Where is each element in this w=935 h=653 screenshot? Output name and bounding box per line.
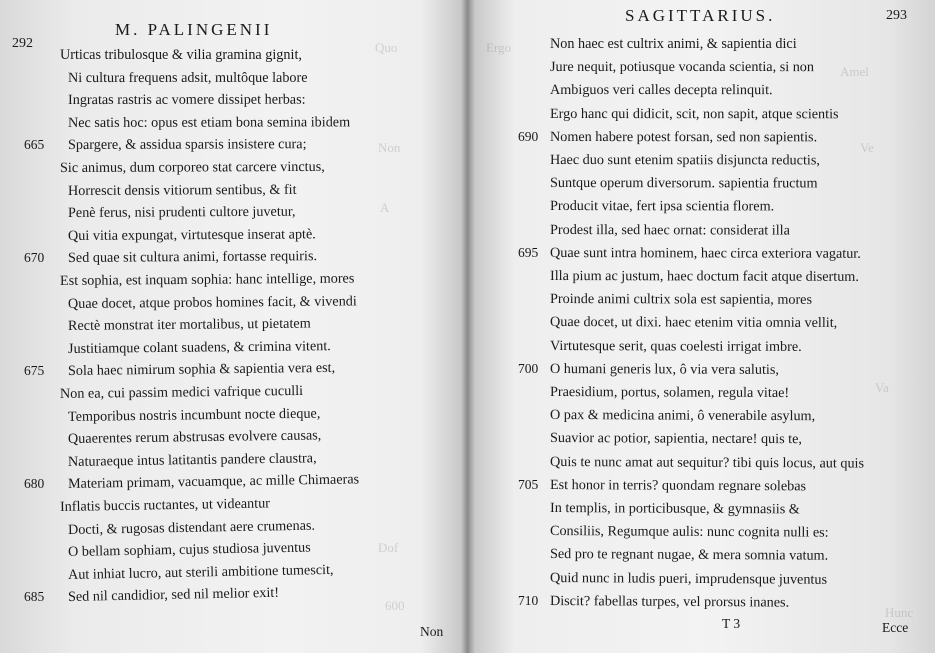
verse-line: Penè ferus, nisi prudenti cultore juvetur, bbox=[67, 203, 296, 222]
verse-line: Quae docet, atque probos homines facit, & vivendi bbox=[67, 292, 357, 312]
line-number: 680 bbox=[24, 476, 45, 492]
verse-line: Virtutesque serit, quas coelesti irrigat imbre. bbox=[549, 337, 802, 355]
verse-line: Non ea, cui passim medici vafrique cuculli bbox=[59, 382, 304, 402]
verse-line: Nomen habere potest forsan, sed non sapientis. bbox=[549, 128, 818, 146]
verse-line: Producit vitae, fert ipsa scientia florem. bbox=[549, 198, 775, 215]
verse-line: Naturaeque intus latitantis pandere claustra, bbox=[67, 450, 317, 470]
verse-line: Urticas tribulosque & vilia gramina gignit, bbox=[60, 47, 302, 63]
line-number: 705 bbox=[518, 476, 539, 492]
verse-line: Docti, & rugosas distendant aere crumenas. bbox=[67, 517, 316, 538]
verse-line: Sola haec nimirum sophia & sapientia vera est, bbox=[67, 360, 336, 380]
running-head: SAGITTARIUS. bbox=[625, 6, 776, 25]
verse-line: Proinde animi cultrix sola est sapientia, mores bbox=[549, 291, 813, 308]
verse-line: O pax & medicina animi, ô venerabile asylum, bbox=[549, 407, 816, 425]
line-number: 670 bbox=[24, 250, 45, 266]
verse-line: Non haec est cultrix animi, & sapientia dici bbox=[550, 36, 797, 52]
verse-line: Quaerentes rerum abstrusas evolvere causas, bbox=[67, 427, 322, 448]
verse-line: Aut inhiat lucro, aut sterili ambitione tumescit, bbox=[67, 561, 334, 583]
verse-line: Spargere, & assidua sparsis insistere cura; bbox=[67, 136, 307, 154]
signature-mark: T 3 bbox=[722, 616, 741, 631]
verse-line: Est sophia, est inquam sophia: hanc intellige, mores bbox=[59, 270, 355, 289]
line-number: 665 bbox=[24, 137, 45, 153]
verse-line: Rectè monstrat iter mortalibus, ut pietatem bbox=[67, 315, 311, 335]
verse-line: O humani generis lux, ô via vera salutis, bbox=[549, 360, 779, 378]
verse-line: Consiliis, Regumque aulis: nunc cognita nulli es: bbox=[549, 523, 829, 541]
verse-line: Est honor in terris? quondam regnare solebas bbox=[549, 476, 807, 495]
line-number: 675 bbox=[24, 363, 45, 379]
verse-line: Praesidium, portus, solamen, regula vitae! bbox=[549, 384, 790, 402]
open-book-spread: Quo Non A Dof 600 Ergo Amel Ve Va Hunc 292 M. PALINGENII Urticas tribulosque & vilia gramina gignit, Ni cultura frequens adsit, multôque labore Ingratas rastris ac vomere dissipet herbas: Nec satis hoc: opus est etiam bona semina ibidem Spargere, & assidua sparsis insistere cura; 665 Sic animus, dum corporeo stat carcere vinctus, Horrescit densis vitiorum sentibus, & fit Penè ferus, nisi prudenti cultore juvetur, Qui vitia expungat, virtutesque inserat aptè. Sed quae sit cultura animi, fortasse requiris. 670 Est sophia, est inquam sophia: hanc intellige, mores Quae docet, atque probos homines facit, & vivendi Rectè monstrat iter mortalibus, ut pietatem Justitiamque colant suadens, & crimina vitent. Sola haec nimirum sophia & sapientia vera est, 675 Non ea, cui passim medici vafrique cuculli Temporibus nostris incumbunt nocte dieque, Quaerentes rerum abstrusas evolvere causas, Naturaeque intus latitantis pandere claustra, Materiam primam, vacuamque, ac mille Chimaeras 680 Inflatis buccis ructantes, ut videantur Docti, & rugosas distendant aere crumenas. O bellam sophiam, cujus studiosa juventus Aut inhiat lucro, aut sterili ambitione tumescit, Sed nil candidior, sed nil melior exit! 685 Non SAGITTARIUS. 293 Non haec est cultrix animi, & sapientia dici Jure nequit, potiusque vocanda scientia, si non Ambiguos veri calles decepta relinquit. Ergo hanc qui didicit, scit, non sapit, atque scientis Nomen habere potest forsan, sed non sapientis. 690 Haec duo sunt etenim spatiis disjuncta reductis, Suntque operum diversorum. sapientia fructum Producit vitae, fert ipsa scientia florem. Prodest illa, sed haec ornat: considerat illa Quae sunt intra hominem, haec circa exteriora vagatur. 695 Illa pium ac justum, haec doctum facit atque disertum. Proinde animi cultrix sola est sapientia, mores Quae docet, ut dixi. haec etenim vitia omnia vellit, Virtutesque serit, quas coelesti irrigat imbre. O humani generis lux, ô via vera salutis, 700 Praesidium, portus, solamen, regula vitae! O pax & medicina animi, ô venerabile asylum, Suavior ac potior, sapientia, nectare! quis te, Quis te nunc amat aut sequitur? tibi quis locus, aut quis Est honor in terris? quondam regnare solebas 705 In templis, in porticibusque, & gymnasiis & Consiliis, Regumque aulis: nunc cognita nulli es: Sed pro te regnant nugae, & mera somnia vatum. Quid nunc in ludis pueri, imprudensque juventus Discit? fabellas turpes, vel prorsus inanes. 710 T 3 Ecce bbox=[0, 0, 935, 653]
left-page bbox=[0, 0, 462, 653]
catchword: Non bbox=[420, 624, 444, 639]
line-number: 700 bbox=[518, 360, 539, 376]
verse-line: Suavior ac potior, sapientia, nectare! quis te, bbox=[549, 430, 803, 448]
verse-line: Ambiguos veri calles decepta relinquit. bbox=[549, 82, 773, 99]
catchword: Ecce bbox=[882, 620, 909, 635]
verse-line: Suntque operum diversorum. sapientia fructum bbox=[549, 175, 818, 192]
verse-line: Nec satis hoc: opus est etiam bona semina ibidem bbox=[67, 114, 351, 131]
line-number: 695 bbox=[518, 244, 539, 260]
verse-line: Ni cultura frequens adsit, multôque labore bbox=[67, 69, 308, 86]
verse-line: Discit? fabellas turpes, vel prorsus inanes. bbox=[549, 592, 790, 611]
verse-line: Qui vitia expungat, virtutesque inserat aptè. bbox=[67, 226, 316, 244]
verse-line: Temporibus nostris incumbunt nocte dieque, bbox=[67, 405, 321, 425]
verse-line: Quid nunc in ludis pueri, imprudensque juventus bbox=[549, 569, 828, 588]
verse-line: Justitiamque colant suadens, & crimina vitent. bbox=[67, 337, 331, 357]
verse-line: Inflatis buccis ructantes, ut videantur bbox=[59, 495, 271, 515]
verse-line: Sed quae sit cultura animi, fortasse requiris. bbox=[67, 248, 318, 267]
verse-line: Prodest illa, sed haec ornat: considerat illa bbox=[549, 221, 790, 239]
verse-line: Sed pro te regnant nugae, & mera somnia vatum. bbox=[549, 546, 829, 565]
verse-line: Quae docet, ut dixi. haec etenim vitia omnia vellit, bbox=[549, 314, 838, 332]
line-number: 710 bbox=[518, 592, 539, 608]
verse-line: Sic animus, dum corporeo stat carcere vinctus, bbox=[59, 158, 325, 176]
line-number: 690 bbox=[518, 128, 539, 144]
verse-line: Horrescit densis vitiorum sentibus, & fit bbox=[67, 181, 297, 199]
verse-line: O bellam sophiam, cujus studiosa juventus bbox=[67, 539, 311, 561]
verse-line: Quis te nunc amat aut sequitur? tibi quis locus, aut quis bbox=[549, 453, 865, 472]
verse-line: Illa pium ac justum, haec doctum facit atque disertum. bbox=[549, 268, 859, 285]
verse-line: Materiam primam, vacuamque, ac mille Chimaeras bbox=[67, 471, 360, 493]
verse-line: In templis, in porticibusque, & gymnasiis & bbox=[549, 500, 800, 518]
line-number: 685 bbox=[24, 589, 45, 605]
page-number: 292 bbox=[12, 36, 33, 51]
verse-line: Sed nil candidior, sed nil melior exit! bbox=[67, 585, 280, 606]
verse-line: Jure nequit, potiusque vocanda scientia, si non bbox=[549, 59, 815, 76]
right-page bbox=[470, 0, 935, 653]
verse-line: Ingratas rastris ac vomere dissipet herbas: bbox=[67, 91, 306, 109]
page-number: 293 bbox=[886, 8, 907, 23]
verse-line: Haec duo sunt etenim spatiis disjuncta reductis, bbox=[549, 152, 820, 169]
running-head: M. PALINGENII bbox=[115, 20, 273, 39]
verse-line: Quae sunt intra hominem, haec circa exteriora vagatur. bbox=[549, 244, 861, 262]
verse-line: Ergo hanc qui didicit, scit, non sapit, atque scientis bbox=[549, 105, 839, 122]
